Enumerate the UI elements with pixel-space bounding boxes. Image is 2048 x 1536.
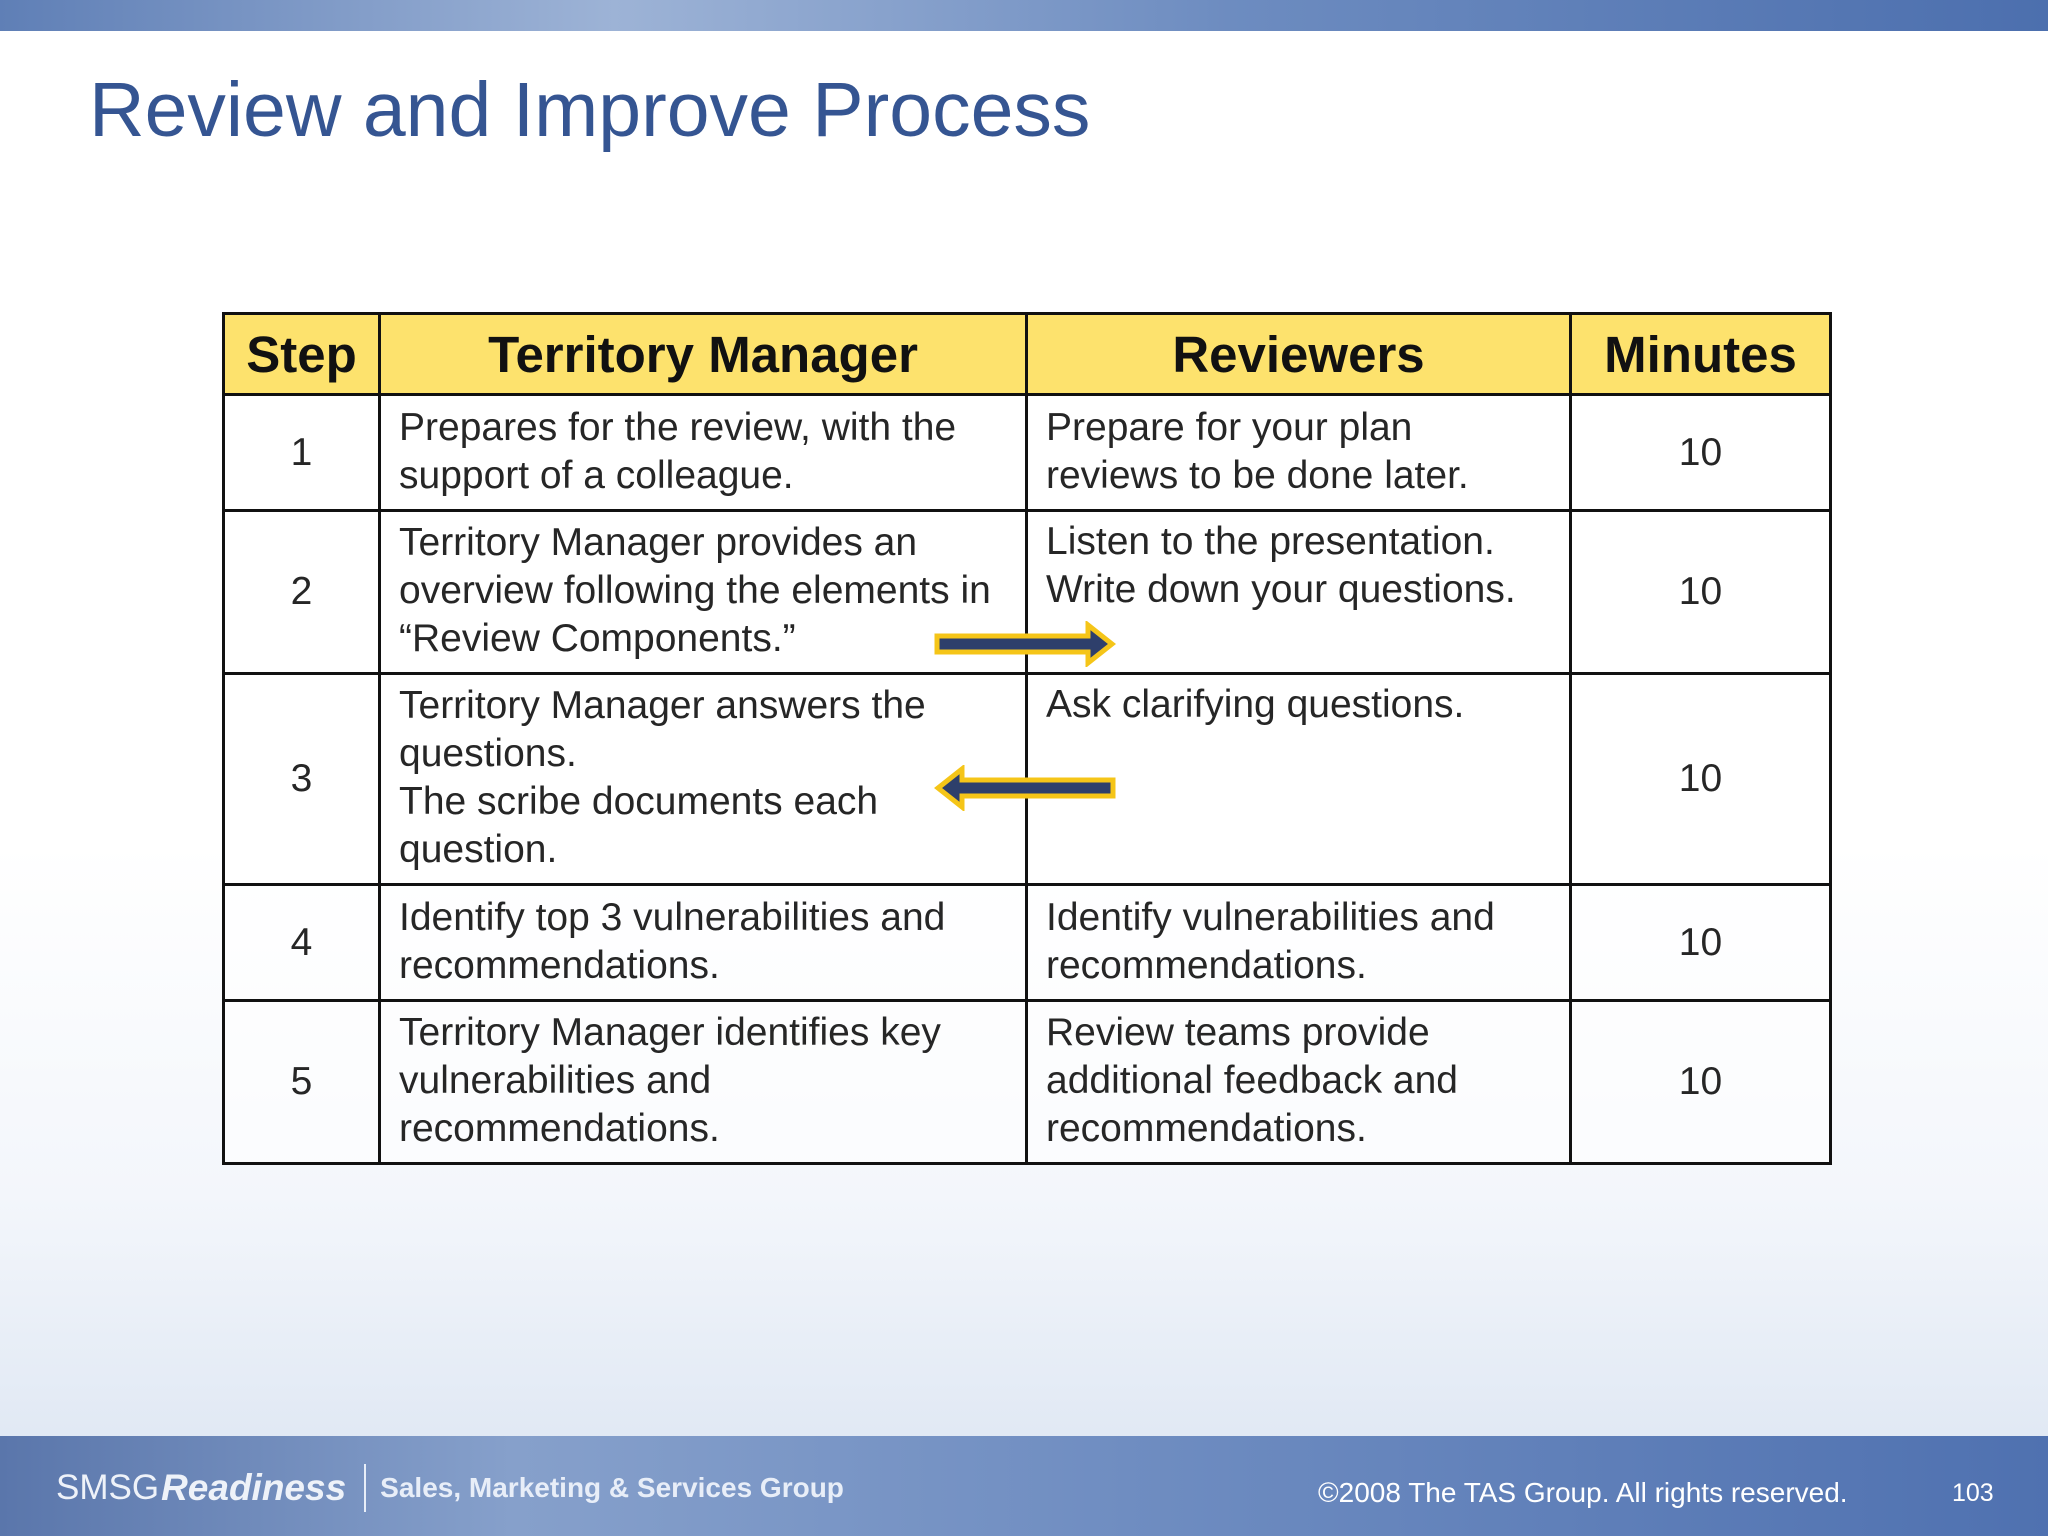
manager-task-text: Prepares for the review, with the support of a colleague.	[399, 405, 957, 497]
manager-task-text: Territory Manager provides an overview following the elements in “Review Components.”	[399, 521, 991, 660]
right-arrow-shape	[937, 625, 1112, 663]
brand-readiness: Readiness	[161, 1467, 347, 1508]
brand-group-name: Sales, Marketing & Services Group	[380, 1472, 844, 1503]
reviewers-task-text: Listen to the presentation. Write down your questions.	[1046, 520, 1516, 611]
left-arrow-icon	[934, 765, 1116, 811]
top-header-band	[0, 0, 2048, 31]
footer-copyright: ©2008 The TAS Group. All rights reserved.	[1318, 1477, 1848, 1508]
reviewers-task	[1027, 395, 1571, 511]
manager-task	[380, 885, 1027, 1001]
table-row	[224, 1001, 1831, 1164]
step-number: 3	[224, 674, 380, 885]
table-header-row	[224, 314, 1831, 395]
page-number: 103	[1952, 1479, 1994, 1507]
step-number: 1	[224, 395, 380, 511]
left-arrow-shape	[938, 769, 1113, 807]
minutes-value: 10	[1571, 511, 1831, 674]
manager-task-text: Territory Manager identifies key vulnerabilities and recommendations.	[399, 1011, 941, 1150]
reviewers-task	[1027, 1001, 1571, 1164]
step-number: 4	[224, 885, 380, 1001]
header-minutes: Minutes	[1571, 314, 1831, 395]
manager-task	[380, 1001, 1027, 1164]
reviewers-task-text: Ask clarifying questions.	[1046, 683, 1465, 726]
reviewers-task	[1027, 885, 1571, 1001]
reviewers-task-text: Identify vulnerabilities and recommendations.	[1046, 895, 1495, 987]
minutes-value: 10	[1571, 885, 1831, 1001]
step-number: 2	[224, 511, 380, 674]
footer-logo	[56, 1468, 844, 1508]
reviewers-task-text: Prepare for your plan reviews to be done later.	[1046, 405, 1469, 497]
minutes-value: 10	[1571, 1001, 1831, 1164]
manager-task-text: Territory Manager answers the questions. The scribe documents each question.	[399, 684, 926, 871]
minutes-value: 10	[1571, 674, 1831, 885]
brand-smsg: SMSG	[56, 1468, 160, 1507]
manager-task-text: Identify top 3 vulnerabilities and recommendations.	[399, 895, 946, 987]
manager-task	[380, 395, 1027, 511]
header-territory-manager: Territory Manager	[380, 314, 1027, 395]
table-row	[224, 885, 1831, 1001]
reviewers-task-text: Review teams provide additional feedback and recommendations.	[1046, 1011, 1458, 1150]
header-step: Step	[224, 314, 380, 395]
minutes-value: 10	[1571, 395, 1831, 511]
right-arrow-icon	[934, 621, 1116, 667]
manager-task	[380, 674, 1027, 885]
header-reviewers: Reviewers	[1027, 314, 1571, 395]
manager-task	[380, 511, 1027, 674]
slide-title: Review and Improve Process	[89, 67, 1091, 153]
brand-divider	[364, 1464, 366, 1512]
step-number: 5	[224, 1001, 380, 1164]
table-row	[224, 395, 1831, 511]
process-table	[222, 312, 1832, 1165]
